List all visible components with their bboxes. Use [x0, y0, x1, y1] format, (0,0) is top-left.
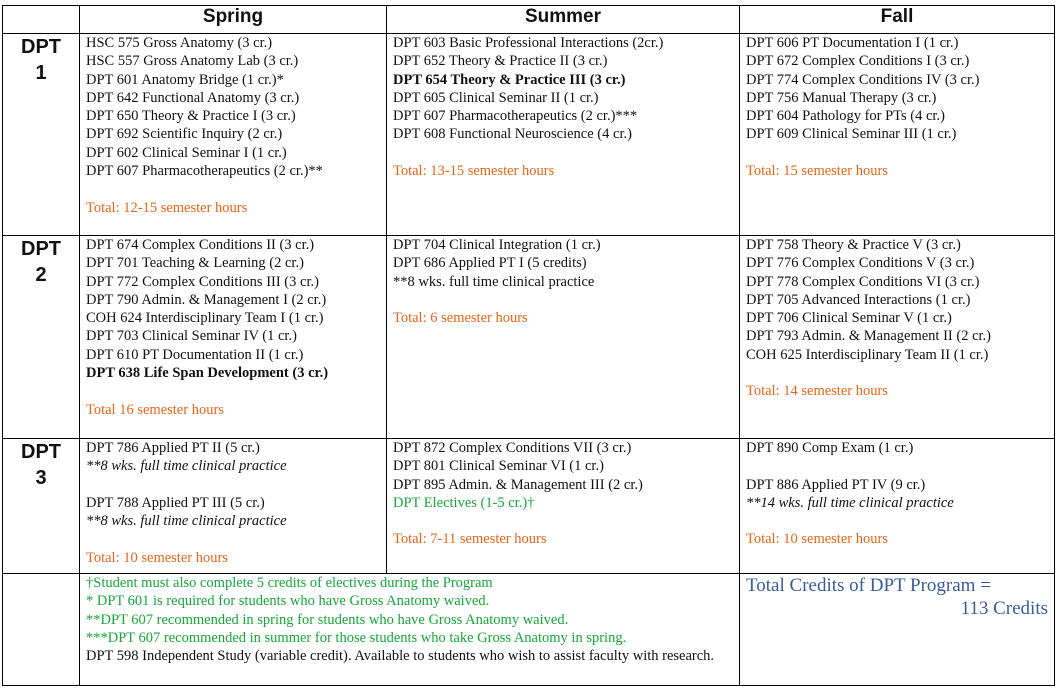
grand-total-value: 113 Credits — [960, 598, 1048, 619]
header-row — [3, 6, 1055, 34]
curriculum-table — [2, 5, 1055, 686]
course-item: DPT 654 Theory & Practice III (3 cr.) — [393, 71, 626, 88]
year-label-prefix: DPT — [21, 36, 61, 58]
year-label-number: 2 — [35, 264, 47, 286]
year-label-number: 3 — [35, 467, 47, 489]
course-item: DPT 606 PT Documentation I (1 cr.) — [746, 35, 959, 51]
clinical-note: **8 wks. full time clinical practice — [86, 513, 287, 530]
blank-line — [86, 180, 380, 198]
notes-row — [3, 574, 1055, 686]
year-label-number: 1 — [35, 62, 47, 84]
blank-line — [746, 144, 1048, 162]
semester-total: Total: 10 semester hours — [86, 549, 228, 566]
course-item: DPT 774 Complex Conditions IV (3 cr.) — [746, 71, 980, 88]
course-item: DPT 608 Functional Neuroscience (4 cr.) — [393, 126, 632, 143]
course-item: DPT 758 Theory & Practice V (3 cr.) — [746, 237, 961, 253]
course-item: DPT 686 Applied PT I (5 credits) — [393, 255, 587, 272]
blank-line — [746, 364, 1048, 382]
cell-y1-fall — [740, 34, 1055, 236]
course-item: DPT 895 Admin. & Management III (2 cr.) — [393, 476, 643, 493]
cell-y3-summer — [387, 439, 740, 574]
course-item: DPT 605 Clinical Seminar II (1 cr.) — [393, 89, 599, 106]
footnotes — [80, 574, 740, 686]
course-item: DPT 704 Clinical Integration (1 cr.) — [393, 237, 601, 253]
cell-y1-spring — [80, 34, 387, 236]
header-summer: Summer — [387, 6, 740, 34]
year-label-2 — [3, 236, 80, 439]
semester-total: Total 16 semester hours — [86, 401, 224, 418]
blank-line — [86, 382, 380, 400]
course-item: DPT 706 Clinical Seminar V (1 cr.) — [746, 310, 952, 327]
notes-corner-cell — [3, 574, 80, 686]
course-item: HSC 575 Gross Anatomy (3 cr.) — [86, 35, 273, 51]
course-item: DPT 674 Complex Conditions II (3 cr.) — [86, 237, 315, 253]
course-item: DPT 609 Clinical Seminar III (1 cr.) — [746, 126, 957, 143]
course-item: DPT 793 Admin. & Management II (2 cr.) — [746, 328, 991, 345]
course-item: DPT 872 Complex Conditions VII (3 cr.) — [393, 440, 632, 456]
footnote-dpt607-spring: **DPT 607 recommended in spring for students who have Gross Anatomy waived. — [86, 611, 569, 628]
course-item: DPT 790 Admin. & Management I (2 cr.) — [86, 291, 327, 308]
clinical-note: **8 wks. full time clinical practice — [393, 273, 595, 290]
cell-y2-fall — [740, 236, 1055, 439]
course-item: DPT 604 Pathology for PTs (4 cr.) — [746, 108, 945, 125]
course-item: DPT 890 Comp Exam (1 cr.) — [746, 440, 914, 456]
blank-line — [86, 476, 380, 494]
header-fall: Fall — [740, 6, 1055, 34]
course-item: COH 625 Interdisciplinary Team II (1 cr.) — [746, 346, 989, 363]
semester-total: Total: 13-15 semester hours — [393, 163, 555, 180]
semester-total: Total: 10 semester hours — [746, 531, 888, 548]
year-label-3 — [3, 439, 80, 574]
year-row-2 — [3, 236, 1055, 439]
course-item: DPT 652 Theory & Practice II (3 cr.) — [393, 53, 608, 70]
cell-y1-summer — [387, 34, 740, 236]
course-item: DPT 701 Teaching & Learning (2 cr.) — [86, 255, 304, 272]
semester-total: Total: 15 semester hours — [746, 163, 888, 180]
cell-y2-spring — [80, 236, 387, 439]
course-item: DPT 786 Applied PT II (5 cr.) — [86, 440, 260, 456]
semester-total: Total: 12-15 semester hours — [86, 199, 248, 216]
corner-cell — [3, 6, 80, 34]
course-item: DPT 788 Applied PT III (5 cr.) — [86, 494, 265, 511]
cell-y2-summer — [387, 236, 740, 439]
footnote-electives: †Student must also complete 5 credits of electives during the Program — [86, 575, 493, 591]
footnote-dpt607-summer: ***DPT 607 recommended in summer for those students who take Gross Anatomy in spring. — [86, 629, 627, 646]
clinical-note: **14 wks. full time clinical practice — [746, 494, 954, 511]
course-item: DPT 672 Complex Conditions I (3 cr.) — [746, 53, 970, 70]
blank-line — [746, 457, 1048, 475]
course-item: DPT 642 Functional Anatomy (3 cr.) — [86, 89, 300, 106]
blank-line — [86, 530, 380, 548]
course-item: COH 624 Interdisciplinary Team I (1 cr.) — [86, 310, 324, 327]
footnote-dpt601: * DPT 601 is required for students who have Gross Anatomy waived. — [86, 593, 490, 610]
cell-y3-fall — [740, 439, 1055, 574]
course-item: HSC 557 Gross Anatomy Lab (3 cr.) — [86, 53, 299, 70]
grand-total-label: Total Credits of DPT Program = — [746, 575, 991, 596]
course-item: DPT 650 Theory & Practice I (3 cr.) — [86, 108, 296, 125]
year-row-1 — [3, 34, 1055, 236]
course-item: DPT Electives (1-5 cr.)† — [393, 494, 535, 511]
year-label-1 — [3, 34, 80, 236]
year-label-prefix: DPT — [21, 238, 61, 260]
course-item: DPT 801 Clinical Seminar VI (1 cr.) — [393, 458, 604, 475]
course-item: DPT 886 Applied PT IV (9 cr.) — [746, 476, 926, 493]
semester-total: Total: 14 semester hours — [746, 383, 888, 400]
grand-total — [740, 574, 1055, 686]
year-label-prefix: DPT — [21, 441, 61, 463]
clinical-note: **8 wks. full time clinical practice — [86, 458, 287, 475]
course-item: DPT 607 Pharmacotherapeutics (2 cr.)*** — [393, 108, 638, 125]
header-spring: Spring — [80, 6, 387, 34]
course-item: DPT 601 Anatomy Bridge (1 cr.)* — [86, 71, 284, 88]
course-item: DPT 610 PT Documentation II (1 cr.) — [86, 346, 304, 363]
blank-line — [393, 512, 733, 530]
cell-y3-spring — [80, 439, 387, 574]
course-item: DPT 602 Clinical Seminar I (1 cr.) — [86, 144, 287, 161]
course-item: DPT 772 Complex Conditions III (3 cr.) — [86, 273, 319, 290]
course-item: DPT 607 Pharmacotherapeutics (2 cr.)** — [86, 163, 323, 180]
course-item: DPT 705 Advanced Interactions (1 cr.) — [746, 291, 971, 308]
footnote-independent-study: DPT 598 Independent Study (variable credit). Available to students who wish to assist faculty with research. — [86, 648, 715, 665]
semester-total: Total: 6 semester hours — [393, 310, 528, 327]
course-item: DPT 778 Complex Conditions VI (3 cr.) — [746, 273, 980, 290]
blank-line — [746, 512, 1048, 530]
year-row-3 — [3, 439, 1055, 574]
course-item: DPT 638 Life Span Development (3 cr.) — [86, 365, 329, 382]
course-item: DPT 776 Complex Conditions V (3 cr.) — [746, 255, 975, 272]
blank-line — [393, 144, 733, 162]
course-item: DPT 692 Scientific Inquiry (2 cr.) — [86, 126, 283, 143]
course-item: DPT 756 Manual Therapy (3 cr.) — [746, 89, 937, 106]
course-item: DPT 603 Basic Professional Interactions (2cr.) — [393, 35, 664, 51]
semester-total: Total: 7-11 semester hours — [393, 531, 547, 548]
blank-line — [393, 291, 733, 309]
course-item: DPT 703 Clinical Seminar IV (1 cr.) — [86, 328, 297, 345]
